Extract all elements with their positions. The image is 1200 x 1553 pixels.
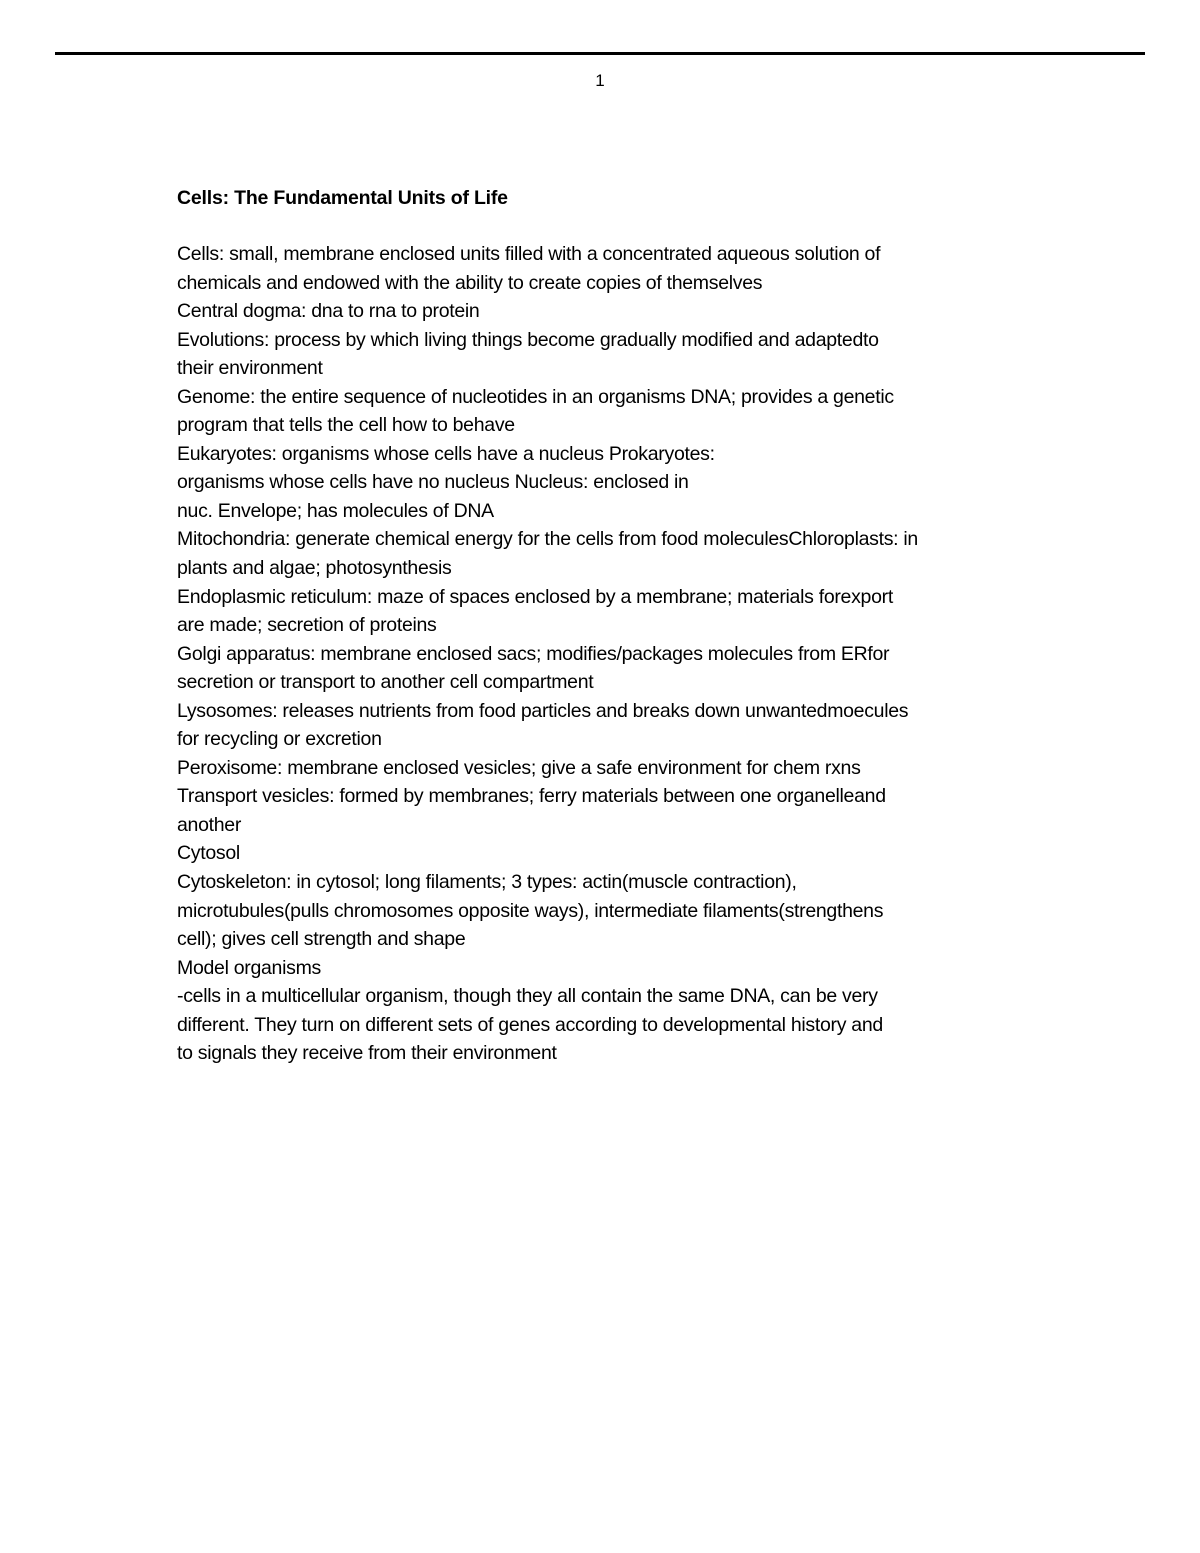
body-line: program that tells the cell how to behave <box>177 414 515 437</box>
body-line: Lysosomes: releases nutrients from food particles and breaks down unwantedmoecules <box>177 699 909 722</box>
body-line: Golgi apparatus: membrane enclosed sacs; modifies/packages molecules from ERfor <box>177 642 890 665</box>
body-line: microtubules(pulls chromosomes opposite ways), intermediate filaments(strengthens <box>177 899 884 922</box>
body-line: Transport vesicles: formed by membranes; ferry materials between one organelleand <box>177 785 886 808</box>
body-line: Central dogma: dna to rna to protein <box>177 300 480 323</box>
body-line: Cytoskeleton: in cytosol; long filaments; 3 types: actin(muscle contraction), <box>177 871 797 894</box>
body-line: organisms whose cells have no nucleus Nucleus: enclosed in <box>177 471 689 494</box>
body-line: chemicals and endowed with the ability to create copies of themselves <box>177 271 763 294</box>
body-line: to signals they receive from their environment <box>177 1042 557 1065</box>
body-line: cell); gives cell strength and shape <box>177 928 466 951</box>
body-line: Genome: the entire sequence of nucleotides in an organisms DNA; provides a genetic <box>177 385 894 408</box>
body-line: Endoplasmic reticulum: maze of spaces enclosed by a membrane; materials forexport <box>177 585 893 608</box>
header-rule <box>55 52 1145 55</box>
document-title: Cells: The Fundamental Units of Life <box>177 187 508 209</box>
body-line: Peroxisome: membrane enclosed vesicles; give a safe environment for chem rxns <box>177 756 861 779</box>
body-line: Cells: small, membrane enclosed units filled with a concentrated aqueous solution of <box>177 243 881 265</box>
body-line: secretion or transport to another cell compartment <box>177 671 594 694</box>
body-line: Evolutions: process by which living things become gradually modified and adaptedto <box>177 328 879 351</box>
body-line: Eukaryotes: organisms whose cells have a nucleus Prokaryotes: <box>177 442 715 465</box>
body-line: plants and algae; photosynthesis <box>177 557 452 580</box>
body-line: another <box>177 813 242 836</box>
body-line: -cells in a multicellular organism, though they all contain the same DNA, can be very <box>177 985 878 1008</box>
body-line: are made; secretion of proteins <box>177 614 437 637</box>
body-line: nuc. Envelope; has molecules of DNA <box>177 499 494 522</box>
body-line: Mitochondria: generate chemical energy for the cells from food moleculesChloroplasts: in <box>177 528 918 551</box>
body-line: different. They turn on different sets of genes according to developmental history and <box>177 1013 883 1036</box>
body-line: Cytosol <box>177 842 240 865</box>
body-line: Model organisms <box>177 956 321 979</box>
page-number: 1 <box>595 71 605 90</box>
body-line: for recycling or excretion <box>177 728 382 751</box>
document-body <box>177 240 1057 1068</box>
body-line: their environment <box>177 357 323 380</box>
